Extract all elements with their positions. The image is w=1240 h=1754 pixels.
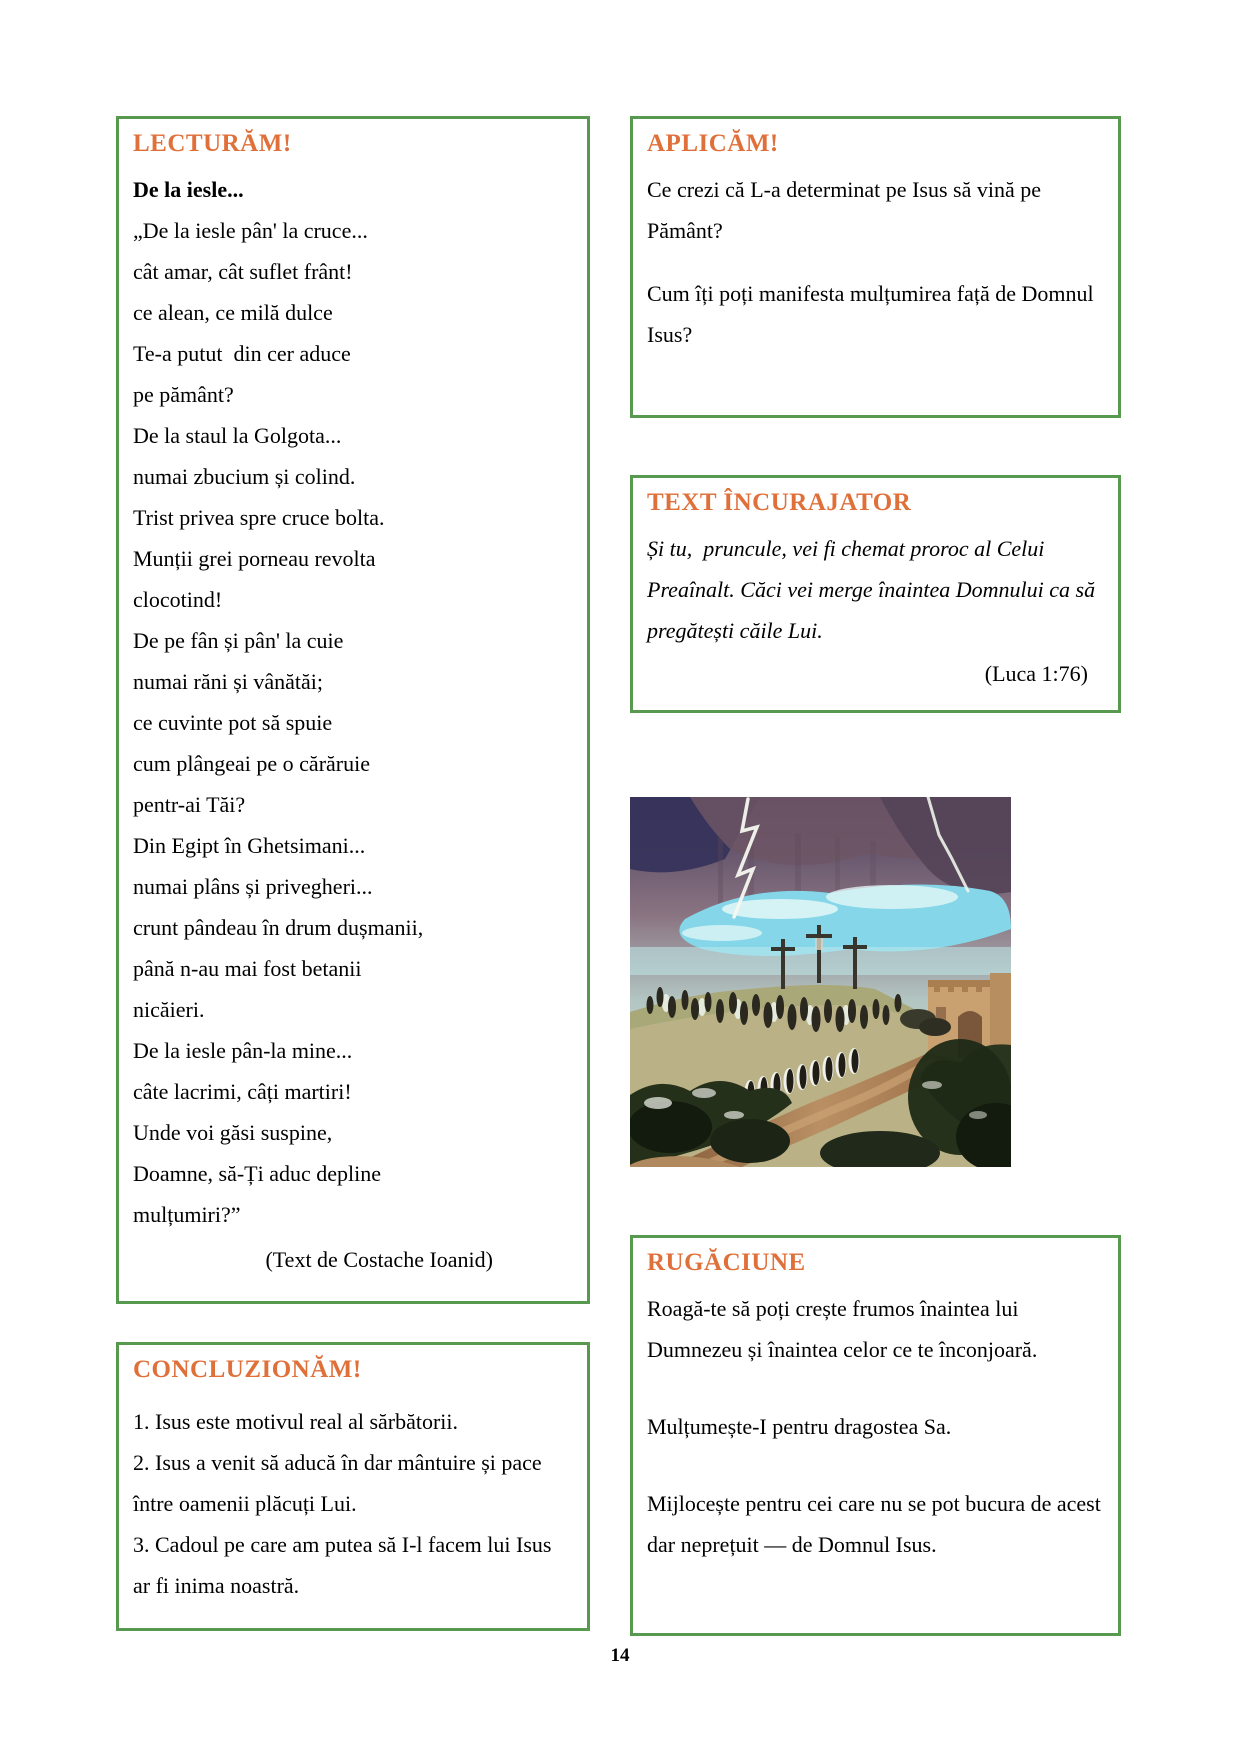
concluzionam-title: CONCLUZIONĂM! xyxy=(133,1356,362,1383)
poem xyxy=(133,210,571,1235)
poem-line: câte lacrimi, câți martiri! xyxy=(133,1079,352,1104)
golgotha-painting xyxy=(630,797,1011,1167)
bible-reference: (Luca 1:76) xyxy=(984,661,1088,686)
poem-line: numai zbucium și colind. xyxy=(133,464,356,489)
section-concluzionam xyxy=(116,1342,590,1631)
poem-line: nicăieri. xyxy=(133,997,205,1022)
poem-line: pentr-ai Tăi? xyxy=(133,792,246,817)
poem-line: „De la iesle pân' la cruce... xyxy=(133,218,368,243)
poem-line: pe pământ? xyxy=(133,382,234,407)
poem-line: De la staul la Golgota... xyxy=(133,423,342,448)
conclusion-item: 1. Isus este motivul real al sărbătorii. xyxy=(133,1409,459,1434)
aplicam-title: APLICĂM! xyxy=(647,130,779,157)
poem-line: Unde voi găsi suspine, xyxy=(133,1120,333,1145)
poem-line: De pe fân și pân' la cuie xyxy=(133,628,344,653)
poem-line: ce cuvinte pot să spuie xyxy=(133,710,333,735)
conclusion-item: 2. Isus a venit să aducă în dar mântuire și pace între oamenii plăcuți Lui. xyxy=(133,1450,542,1516)
question: Ce crezi că L-a determinat pe Isus să vină pe Pământ? xyxy=(647,177,1047,243)
conclusion-list xyxy=(133,1401,571,1606)
section-aplicam xyxy=(630,116,1121,418)
prayer-paragraph: Mulțumește-I pentru dragostea Sa. xyxy=(647,1414,952,1439)
section-rugaciune xyxy=(630,1235,1121,1636)
rugaciune-title: RUGĂCIUNE xyxy=(647,1249,806,1276)
prayer-paragraph: Roagă-te să poți crește frumos înaintea lui Dumnezeu și înaintea celor ce te înconjoară. xyxy=(647,1296,1038,1362)
poem-line: mulțumiri?” xyxy=(133,1202,241,1227)
section-lecturam xyxy=(116,116,590,1304)
bible-verse: Și tu, pruncule, vei fi chemat proroc al Celui Preaînalt. Căci vei merge înaintea Domnului ca să pregătești căile Lui. xyxy=(647,536,1101,643)
poem-line: numai plâns și privegheri... xyxy=(133,874,373,899)
poem-line: cum plângeai pe o cărăruie xyxy=(133,751,370,776)
poem-line: numai răni și vânătăi; xyxy=(133,669,323,694)
lecturam-title: LECTURĂM! xyxy=(133,130,292,157)
poem-line: clocotind! xyxy=(133,587,223,612)
poem-line: până n-au mai fost betanii xyxy=(133,956,362,981)
illustration-image xyxy=(630,797,1011,1167)
conclusion-item: 3. Cadoul pe care am putea să I-l facem lui Isus ar fi inima noastră. xyxy=(133,1532,552,1598)
poem-line: Te-a putut din cer aduce xyxy=(133,341,351,366)
page-number: 14 xyxy=(610,1645,630,1666)
section-text-incurajator xyxy=(630,475,1121,713)
question: Cum îți poți manifesta mulțumirea față de Domnul Isus? xyxy=(647,281,1100,347)
poem-line: cât amar, cât suflet frânt! xyxy=(133,259,353,284)
poem-title: De la iesle... xyxy=(133,177,244,202)
poem-line: De la iesle pân-la mine... xyxy=(133,1038,353,1063)
poem-attribution: (Text de Costache Ioanid) xyxy=(265,1247,493,1272)
poem-line: Din Egipt în Ghetsimani... xyxy=(133,833,366,858)
prayer-paragraph: Mijlocește pentru cei care nu se pot bucura de acest dar neprețuit — de Domnul Isus. xyxy=(647,1491,1107,1557)
poem-line: Trist privea spre cruce bolta. xyxy=(133,505,385,530)
poem-line: ce alean, ce milă dulce xyxy=(133,300,333,325)
poem-line: crunt pândeau în drum dușmanii, xyxy=(133,915,424,940)
question-list xyxy=(647,169,1102,355)
poem-line: Doamne, să-Ți aduc depline xyxy=(133,1161,382,1186)
prayer-list xyxy=(647,1288,1107,1565)
text-incurajator-title: TEXT ÎNCURAJATOR xyxy=(647,489,912,516)
poem-line: Munții grei porneau revolta xyxy=(133,546,376,571)
